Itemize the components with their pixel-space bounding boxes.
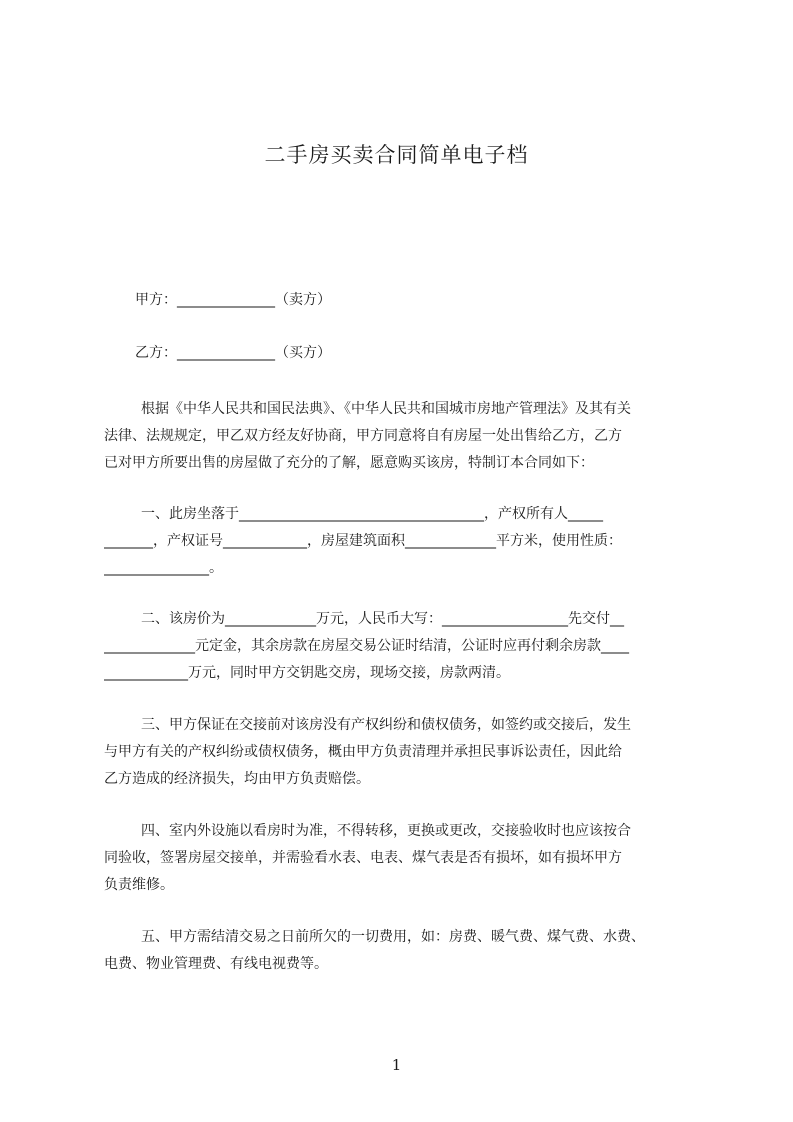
clause-2-line-3: ____________万元，同时甲方交钥匙交房，现场交接，房款两清。 — [104, 665, 510, 681]
clause-2-paragraph — [104, 606, 700, 687]
page-number: 1 — [391, 1056, 402, 1074]
clause-1-paragraph — [104, 501, 700, 582]
intro-line-1: 根据《中华人民共和国民法典》、《中华人民共和国城市房地产管理法》及其有关 — [141, 401, 631, 417]
intro-line-2: 法律、法规规定，甲乙双方经友好协商，甲方同意将自有房屋一处出售给乙方，乙方 — [104, 428, 622, 444]
clause-4-paragraph — [104, 818, 700, 899]
document-title: 二手房买卖合同简单电子档 — [264, 143, 529, 167]
clause-2-line-2: _____________元定金，其余房款在房屋交易公证时结清，公证时应再付剩余房款____ — [104, 638, 629, 654]
clause-4-line-2: 同验收，签署房屋交接单，并需验看水表、电表、煤气表是否有损坏，如有损坏甲方 — [104, 850, 622, 866]
clause-5-line-2: 电费、物业管理费、有线电视费等。 — [104, 956, 328, 972]
clause-4-line-1: 四、室内外设施以看房时为准，不得转移，更换或更改，交接验收时也应该按合 — [141, 823, 631, 839]
clause-5-paragraph — [104, 924, 700, 978]
clause-1-line-1: 一、此房坐落于___________________________________，产权所有人_____ — [141, 506, 603, 522]
intro-line-3: 已对甲方所要出售的房屋做了充分的了解，愿意购买该房，特制订本合同如下： — [104, 455, 594, 471]
clause-4-line-3: 负责维修。 — [104, 877, 174, 893]
clause-1-line-2: _______，产权证号____________，房屋建筑面积_____________平方米，使用性质： — [104, 533, 622, 549]
clause-5-line-1: 五、甲方需结清交易之日前所欠的一切费用，如：房费、暖气费、煤气费、水费、 — [141, 929, 645, 945]
clause-2-line-1: 二、该房价为_____________万元，人民币大写：__________________先交付__ — [141, 611, 624, 627]
clause-3-line-3: 乙方造成的经济损失，均由甲方负责赔偿。 — [104, 771, 370, 787]
intro-paragraph — [104, 396, 700, 477]
party-b-line: 乙方：______________（买方） — [135, 345, 331, 361]
clause-3-paragraph — [104, 712, 700, 793]
clause-1-line-3: _______________。 — [104, 560, 223, 576]
party-a-line: 甲方：______________（卖方） — [135, 292, 331, 308]
clause-3-line-2: 与甲方有关的产权纠纷或债权债务，概由甲方负责清理并承担民事诉讼责任，因此给 — [104, 744, 622, 760]
clause-3-line-1: 三、甲方保证在交接前对该房没有产权纠纷和债权债务，如签约或交接后，发生 — [141, 717, 631, 733]
